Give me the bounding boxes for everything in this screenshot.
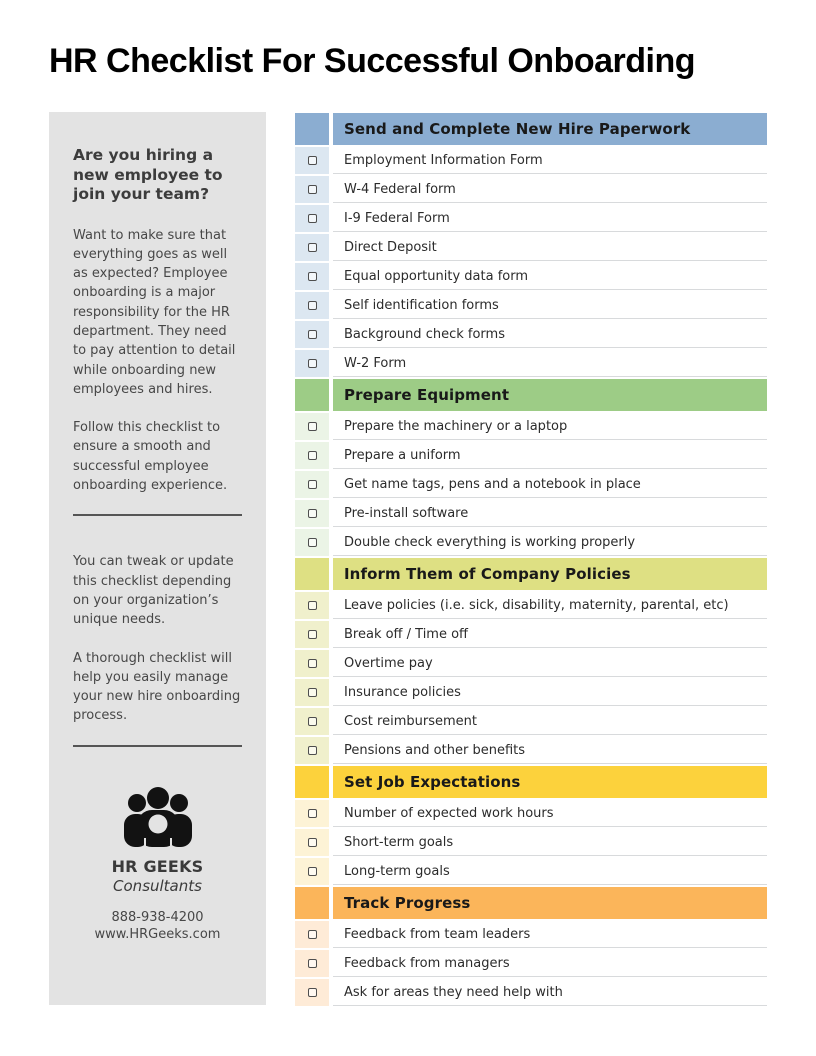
checklist-item-label: Number of expected work hours: [344, 805, 554, 821]
checkbox[interactable]: [308, 451, 317, 460]
checkbox[interactable]: [308, 959, 317, 968]
checkbox[interactable]: [308, 538, 317, 547]
checklist-row: [295, 442, 767, 469]
section-header-checkbox-cell: [295, 887, 329, 919]
checkbox-cell: [295, 321, 329, 348]
page-title: HR Checklist For Successful Onboarding: [49, 42, 696, 80]
checklist-row: [295, 205, 767, 232]
checklist-item-label: Pre-install software: [344, 505, 469, 521]
section-header: [295, 887, 767, 919]
checkbox[interactable]: [308, 630, 317, 639]
checklist-item-cell: [333, 234, 767, 261]
checkbox[interactable]: [308, 243, 317, 252]
checklist-item-cell: [333, 950, 767, 977]
section-header-checkbox-cell: [295, 558, 329, 590]
section-title-cell: [333, 887, 767, 919]
checklist-item-cell: [333, 800, 767, 827]
checklist-row: [295, 292, 767, 319]
section-header-checkbox-cell: [295, 766, 329, 798]
section-header: [295, 766, 767, 798]
checklist-item-cell: [333, 442, 767, 469]
checkbox-cell: [295, 650, 329, 677]
sidebar-paragraph-note-2: A thorough checklist will help you easily manage your new hire onboarding process.: [73, 650, 241, 724]
section-title: Track Progress: [344, 894, 471, 912]
checklist-row: [295, 176, 767, 203]
checkbox-cell: [295, 529, 329, 556]
sidebar-heading: Are you hiring a new employee to join your team?: [73, 146, 223, 203]
checklist-item-cell: [333, 321, 767, 348]
checkbox-cell: [295, 263, 329, 290]
checklist-row: [295, 592, 767, 619]
section-title-cell: [333, 379, 767, 411]
checklist-item-label: Prepare a uniform: [344, 447, 461, 463]
section-title-cell: [333, 558, 767, 590]
checklist-row: [295, 979, 767, 1006]
section-header: [295, 379, 767, 411]
logo-website: www.HRGeeks.com: [94, 926, 221, 942]
checkbox-cell: [295, 858, 329, 885]
checklist-row: [295, 921, 767, 948]
checklist-item-cell: [333, 471, 767, 498]
checklist-item-label: Feedback from team leaders: [344, 926, 531, 942]
checklist-row: [295, 500, 767, 527]
checkbox[interactable]: [308, 480, 317, 489]
checklist-item-cell: [333, 176, 767, 203]
checkbox-cell: [295, 205, 329, 232]
checklist-row: [295, 858, 767, 885]
checkbox[interactable]: [308, 717, 317, 726]
logo-tagline: Consultants: [113, 876, 202, 895]
checklist-item-label: Equal opportunity data form: [344, 268, 529, 284]
checklist-row: [295, 950, 767, 977]
section-title-cell: [333, 113, 767, 145]
sidebar-paragraph-intro-2: Follow this checklist to ensure a smooth and successful employee onboarding experience.: [73, 420, 228, 494]
checkbox[interactable]: [308, 867, 317, 876]
checklist-row: [295, 800, 767, 827]
checklist-item-cell: [333, 592, 767, 619]
checkbox-cell: [295, 292, 329, 319]
checklist-item-label: Cost reimbursement: [344, 713, 477, 729]
sidebar-divider-2: [73, 745, 242, 747]
section-header-checkbox-cell: [295, 379, 329, 411]
checklist-item-label: Break off / Time off: [344, 626, 469, 642]
sidebar-paragraph-intro-1: Want to make sure that everything goes as well as expected? Employee onboarding is a major responsibility for the HR department. They need to pay attention to detail while onboarding new employees and hires.: [73, 227, 236, 397]
section-title: Inform Them of Company Policies: [344, 565, 631, 583]
checkbox-cell: [295, 708, 329, 735]
checklist-row: [295, 679, 767, 706]
checkbox[interactable]: [308, 185, 317, 194]
checklist-row: [295, 263, 767, 290]
section-title: Set Job Expectations: [344, 773, 521, 791]
checkbox[interactable]: [308, 659, 317, 668]
checklist-row: [295, 234, 767, 261]
checklist-item-label: Double check everything is working properly: [344, 534, 636, 550]
checkbox[interactable]: [308, 272, 317, 281]
checkbox[interactable]: [308, 601, 317, 610]
checklist-item-label: Get name tags, pens and a notebook in place: [344, 476, 641, 492]
checklist-row: [295, 621, 767, 648]
checkbox-cell: [295, 442, 329, 469]
checklist-item-cell: [333, 529, 767, 556]
checklist-item-label: Self identification forms: [344, 297, 499, 313]
checkbox[interactable]: [308, 156, 317, 165]
checklist-row: [295, 529, 767, 556]
checklist-item-cell: [333, 350, 767, 377]
section-title: Prepare Equipment: [344, 386, 510, 404]
checkbox-cell: [295, 176, 329, 203]
checkbox-cell: [295, 621, 329, 648]
checklist-item-label: Ask for areas they need help with: [344, 984, 563, 1000]
checkbox[interactable]: [308, 301, 317, 310]
section-title-cell: [333, 766, 767, 798]
checklist-row: [295, 413, 767, 440]
checkbox-cell: [295, 413, 329, 440]
section-header: [295, 558, 767, 590]
checkbox[interactable]: [308, 746, 317, 755]
checklist-row: [295, 350, 767, 377]
checklist-item-label: W-4 Federal form: [344, 181, 456, 197]
checkbox-cell: [295, 147, 329, 174]
checkbox[interactable]: [308, 930, 317, 939]
checklist-item-cell: [333, 650, 767, 677]
section-title: Send and Complete New Hire Paperwork: [344, 120, 691, 138]
checklist-row: [295, 737, 767, 764]
checklist-item-cell: [333, 979, 767, 1006]
checklist-item-cell: [333, 921, 767, 948]
checklist-item-cell: [333, 708, 767, 735]
sidebar-divider-1: [73, 514, 242, 516]
checkbox[interactable]: [308, 509, 317, 518]
checkbox-cell: [295, 800, 329, 827]
checkbox-cell: [295, 471, 329, 498]
checklist-item-cell: [333, 292, 767, 319]
checklist-row: [295, 829, 767, 856]
checkbox[interactable]: [308, 330, 317, 339]
checklist-item-label: W-2 Form: [344, 355, 407, 371]
checkbox[interactable]: [308, 809, 317, 818]
checklist-item-cell: [333, 829, 767, 856]
checklist-item-label: Employment Information Form: [344, 152, 543, 168]
checkbox-cell: [295, 829, 329, 856]
checklist-row: [295, 471, 767, 498]
checklist-item-cell: [333, 858, 767, 885]
checkbox-cell: [295, 234, 329, 261]
checkbox[interactable]: [308, 359, 317, 368]
checkbox-cell: [295, 737, 329, 764]
checkbox-cell: [295, 350, 329, 377]
section-header-checkbox-cell: [295, 113, 329, 145]
checklist-row: [295, 321, 767, 348]
checklist-row: [295, 708, 767, 735]
checklist-item-label: Overtime pay: [344, 655, 433, 671]
checklist-item-label: Pensions and other benefits: [344, 742, 525, 758]
checklist-item-label: Long-term goals: [344, 863, 450, 879]
checklist-item-label: Direct Deposit: [344, 239, 437, 255]
checkbox-cell: [295, 500, 329, 527]
checklist-item-label: Prepare the machinery or a laptop: [344, 418, 568, 434]
checkbox-cell: [295, 679, 329, 706]
checklist-item-label: Short-term goals: [344, 834, 454, 850]
people-group-icon: [124, 787, 192, 847]
checklist-item-cell: [333, 263, 767, 290]
checklist-item-cell: [333, 147, 767, 174]
checklist-row: [295, 147, 767, 174]
checkbox[interactable]: [308, 838, 317, 847]
checklist-item-cell: [333, 205, 767, 232]
logo-company-name: HR GEEKS: [111, 856, 204, 876]
checkbox[interactable]: [308, 214, 317, 223]
checkbox-cell: [295, 592, 329, 619]
checklist-item-cell: [333, 737, 767, 764]
logo-phone: 888-938-4200: [111, 909, 204, 925]
checklist-item-label: Insurance policies: [344, 684, 461, 700]
checkbox[interactable]: [308, 422, 317, 431]
checklist: [295, 113, 767, 1008]
checkbox[interactable]: [308, 988, 317, 997]
checkbox[interactable]: [308, 688, 317, 697]
checklist-item-label: Leave policies (i.e. sick, disability, maternity, parental, etc): [344, 597, 729, 613]
checklist-item-cell: [333, 500, 767, 527]
section-header: [295, 113, 767, 145]
checklist-item-label: Feedback from managers: [344, 955, 510, 971]
checkbox-cell: [295, 950, 329, 977]
checklist-item-cell: [333, 679, 767, 706]
checklist-row: [295, 650, 767, 677]
checkbox-cell: [295, 921, 329, 948]
checklist-item-label: Background check forms: [344, 326, 505, 342]
checklist-item-cell: [333, 413, 767, 440]
sidebar: [49, 112, 266, 1005]
checkbox-cell: [295, 979, 329, 1006]
sidebar-paragraph-note-1: You can tweak or update this checklist depending on your organization’s unique needs.: [73, 554, 234, 628]
logo-block: [73, 787, 242, 942]
checklist-item-cell: [333, 621, 767, 648]
checklist-item-label: I-9 Federal Form: [344, 210, 450, 226]
